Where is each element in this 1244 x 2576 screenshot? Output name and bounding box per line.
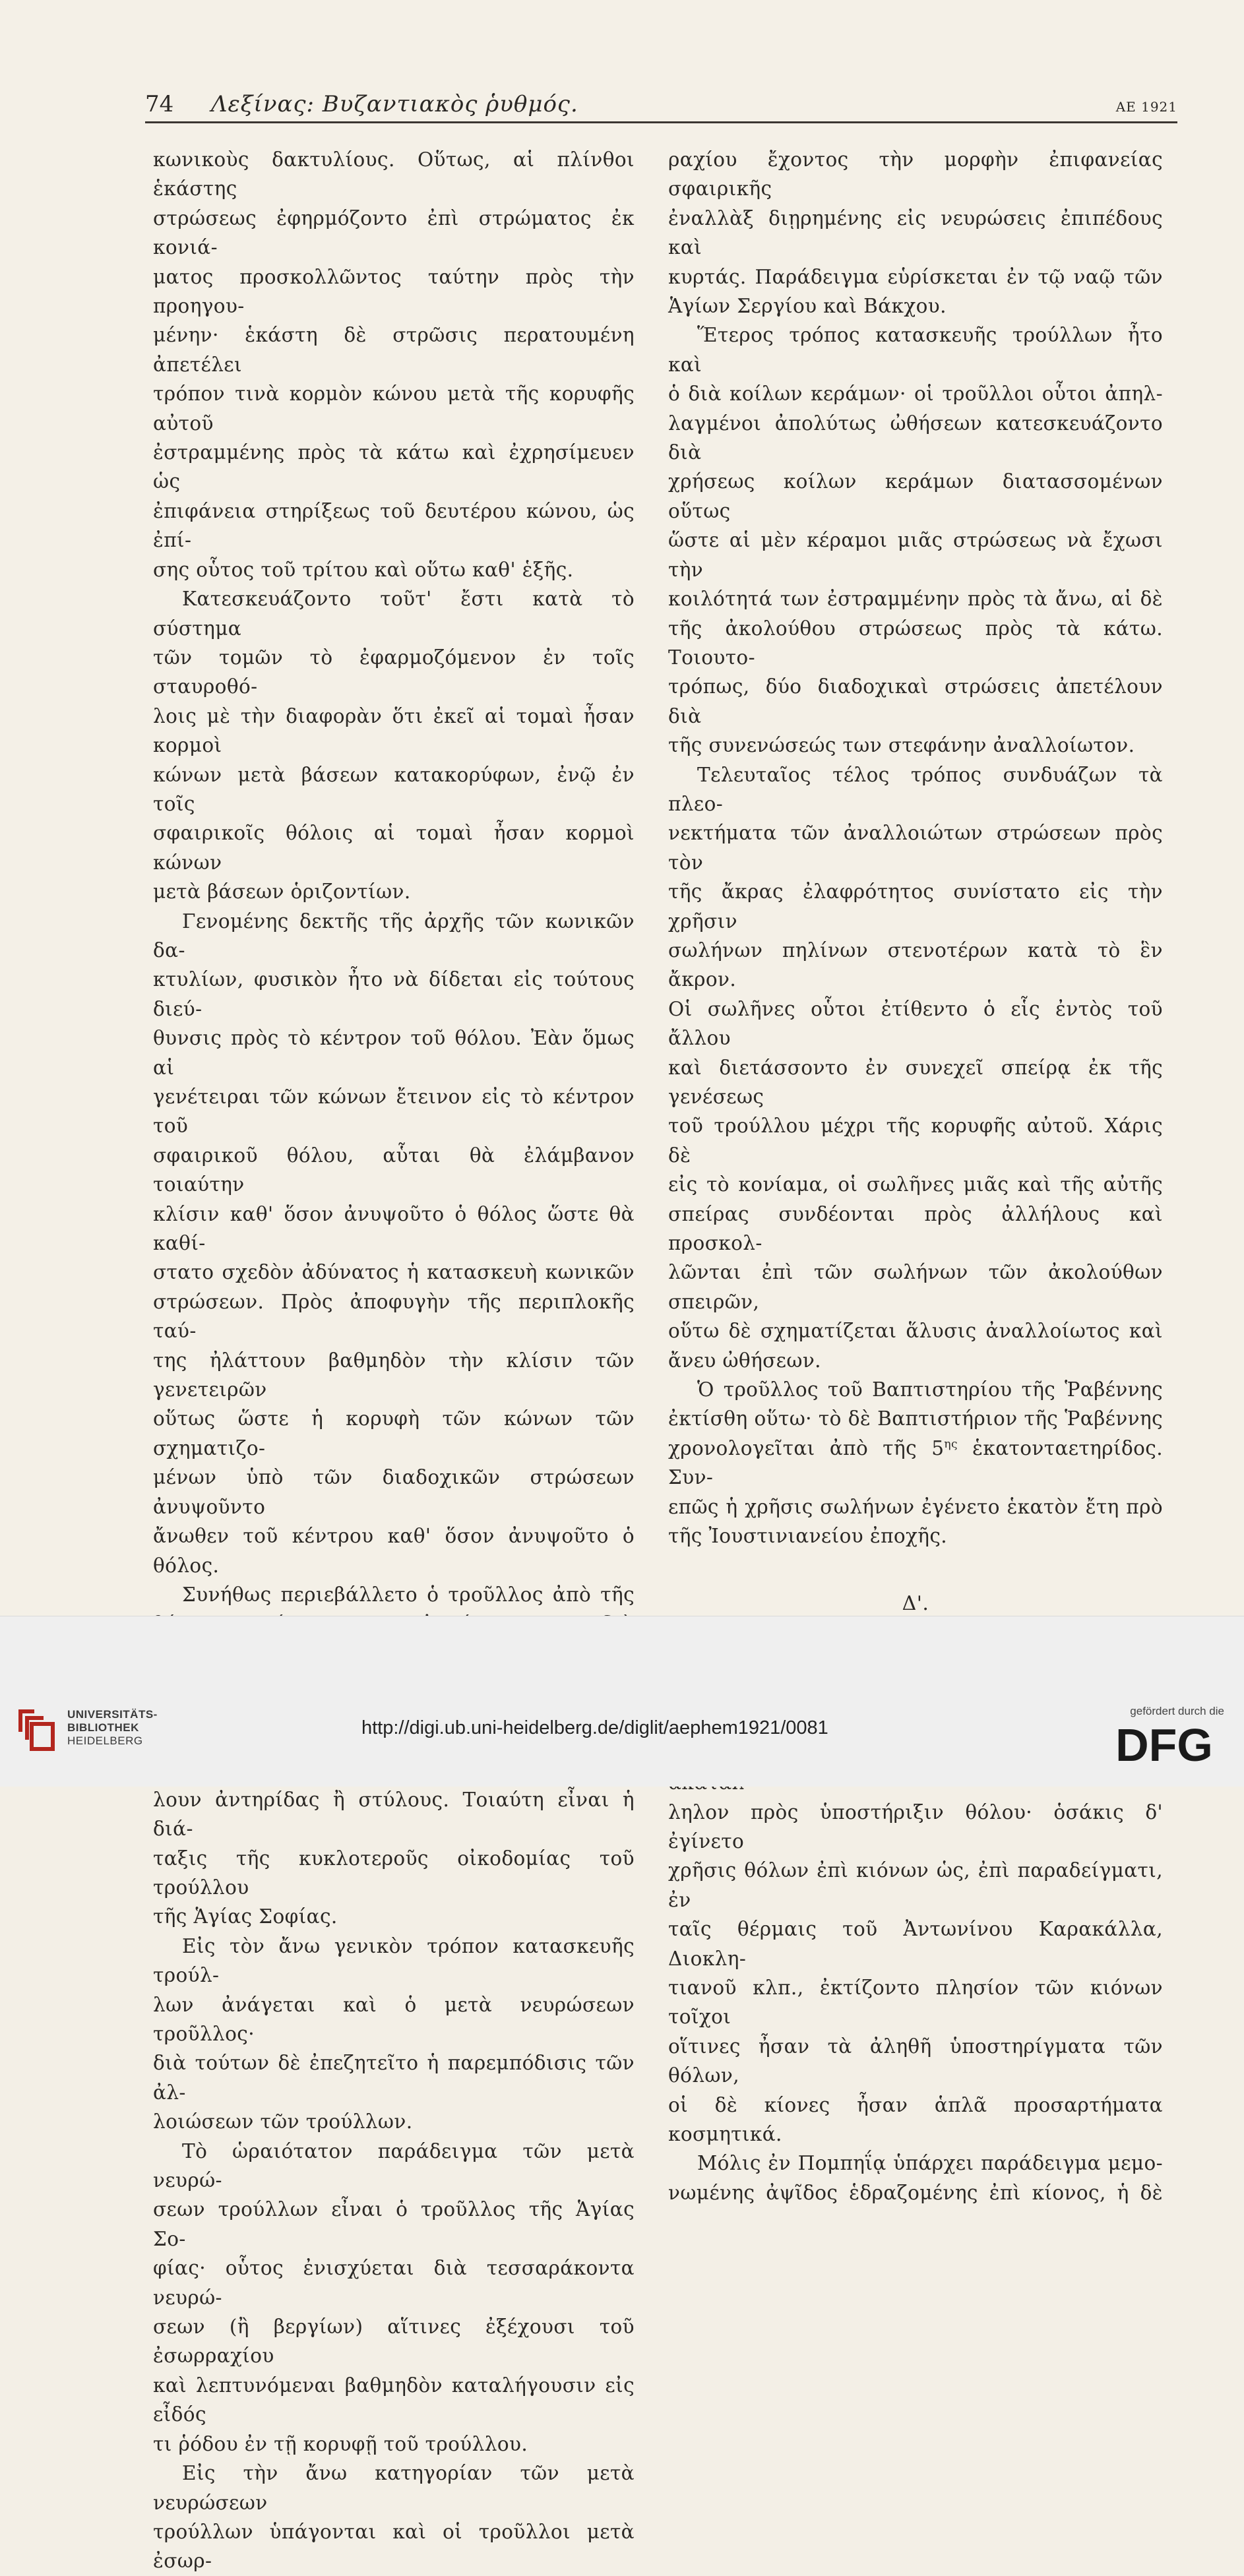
text-line: τῆς Ἁγίας Σοφίας. [153, 1905, 338, 1928]
text-line: σεων (ἢ βεργίων) αἵτινες ἐξέχουσι τοῦ ἐσωρραχίου [153, 2315, 635, 2368]
text-line: νωμένης ἀψῖδος ἑδραζομένης ἐπὶ κίονος, ἡ δὲ [668, 2181, 1163, 2204]
text-line: λουν ἀντηρίδας ἢ στύλους. Τοιαύτη εἶναι ἡ διά- [153, 1788, 635, 1841]
text-line: καὶ λεπτυνόμεναι βαθμηδὸν καταλήγουσιν εἰς εἶδός [153, 2374, 635, 2426]
text-line: χρήσεως κοίλων κεράμων διατασσομένων οὕτως [668, 470, 1163, 522]
running-header [145, 86, 1177, 125]
text-line: ἄνευ ὠθήσεων. [668, 1349, 821, 1372]
text-line: Μόλις ἐν Πομπηΐᾳ ὑπάρχει παράδειγμα μεμο- [697, 2152, 1163, 2175]
text-line: σφαιρικοῦ θόλου, αὗται θὰ ἐλάμβανον τοιαύτην [153, 1144, 635, 1196]
text-line: καὶ διετάσσοντο ἐν συνεχεῖ σπείρᾳ ἐκ τῆς γενέσεως [668, 1056, 1163, 1108]
page-number: 74 [145, 91, 174, 117]
text-line: οἵτινες ἦσαν τὰ ἀληθῆ ὑποστηρίγματα τῶν θόλων, [668, 2035, 1163, 2087]
text-line: ληλον πρὸς ὑποστήριξιν θόλου· ὁσάκις δ' ἐγίνετο [668, 1800, 1163, 1853]
journal-mark: ΑΕ 1921 [1115, 99, 1177, 115]
left-column [153, 145, 635, 2576]
text-line: σφαιρικοῖς θόλοις αἱ τομαὶ ἦσαν κορμοὶ κώνων [153, 822, 635, 874]
text-line: σεων τρούλλων εἶναι ὁ τροῦλλος τῆς Ἁγίας Σο- [153, 2198, 635, 2250]
text-line: επῶς ἡ χρῆσις σωλήνων ἐγένετο ἑκατὸν ἔτη πρὸ [668, 1495, 1163, 1518]
text-line: ἄνωθεν τοῦ κέντρου καθ' ὅσον ἀνυψοῦτο ὁ θόλος. [153, 1525, 635, 1577]
permalink-url[interactable]: http://digi.ub.uni-heidelberg.de/diglit/aephem1921/0081 [361, 1717, 828, 1738]
text-line: κυρτάς. Παράδειγμα εὑρίσκεται ἐν τῷ ναῷ τῶν [668, 265, 1163, 288]
text-line: λοιώσεων τῶν τρούλλων. [153, 2110, 413, 2133]
text-line: νεκτήματα τῶν ἀναλλοιώτων στρώσεων πρὸς τὸν [668, 822, 1163, 874]
text-line: Ἕτερος τρόπος κατασκευῆς τρούλλων ἦτο καὶ [668, 324, 1163, 376]
text-line: οὕτω δὲ σχηματίζεται ἅλυσις ἀναλλοίωτος καὶ [668, 1320, 1163, 1343]
funding-caption: gefördert durch die [1130, 1705, 1224, 1717]
text-line: θυνσις πρὸς τὸ κέντρον τοῦ θόλου. Ἐὰν ὅμως αἱ [153, 1027, 635, 1079]
text-line: σωλήνων πηλίνων στενοτέρων κατὰ τὸ ἓν ἄκρον. [668, 938, 1163, 991]
section-number: Δ'. [902, 1591, 929, 1615]
text-line: σπείρας συνδέονται πρὸς ἀλλήλους καὶ προσκολ- [668, 1202, 1163, 1255]
text-line: τιανοῦ κλπ., ἐκτίζοντο πλησίον τῶν κιόνων τοῖχοι [668, 1976, 1163, 2029]
university-library-logo-icon [15, 1705, 57, 1753]
text-line: ἐναλλὰξ διῃρημένης εἰς νευρώσεις ἐπιπέδους καὶ [668, 206, 1163, 259]
text-line: κωνικοὺς δακτυλίους. Οὕτως, αἱ πλίνθοι ἑκάστης [153, 148, 635, 200]
text-line: Κατεσκευάζοντο τοῦτ' ἔστι κατὰ τὸ σύστημα [153, 588, 635, 640]
text-line: λοις μὲ τὴν διαφορὰν ὅτι ἐκεῖ αἱ τομαὶ ἦσαν κορμοὶ [153, 704, 635, 757]
text-line: στρώσεων. Πρὸς ἀποφυγὴν τῆς περιπλοκῆς ταύ- [153, 1290, 635, 1343]
ordinal-superscript: ης [944, 1438, 958, 1452]
text-line: τῆς συνενώσεώς των στεφάνην ἀναλλοίωτον. [668, 734, 1135, 757]
right-column-text-b [668, 1492, 1163, 1551]
text-line: μετὰ βάσεων ὁριζοντίων. [153, 880, 411, 904]
text-line: Οἱ σωλῆνες οὗτοι ἐτίθεντο ὁ εἷς ἐντὸς τοῦ ἄλλου [668, 997, 1163, 1050]
text-line: οὕτως ὥστε ἡ κορυφὴ τῶν κώνων τῶν σχηματιζο- [153, 1407, 635, 1459]
text-line: Τελευταῖος τέλος τρόπος συνδυάζων τὰ πλεο- [668, 763, 1163, 815]
text-line: της ἠλάττουν βαθμηδὸν τὴν κλίσιν τῶν γενετειρῶν [153, 1349, 635, 1401]
text-line: τρόπως, δύο διαδοχικαὶ στρώσεις ἀπετέλουν διὰ [668, 675, 1163, 727]
text-line: διὰ τούτων δὲ ἐπεζητεῖτο ἡ παρεμπόδισις τῶν ἀλ- [153, 2052, 635, 2104]
text-line: κτυλίων, φυσικὸν ἦτο νὰ δίδεται εἰς τούτους διεύ- [153, 968, 635, 1020]
text-line: τῆς ἄκρας ἐλαφρότητος συνίστατο εἰς τὴν χρῆσιν [668, 880, 1163, 933]
text-line: σης οὗτος τοῦ τρίτου καὶ οὕτω καθ' ἑξῆς. [153, 558, 574, 581]
text-line: ραχίου ἔχοντος τὴν μορφὴν ἐπιφανείας σφαιρικῆς [668, 148, 1163, 200]
text-line: γενέτειραι τῶν κώνων ἔτεινον εἰς τὸ κέντρον τοῦ [153, 1086, 635, 1138]
text-line: λῶνται ἐπὶ τῶν σωλήνων τῶν ἀκολούθων σπειρῶν, [668, 1261, 1163, 1313]
text-line: Ὁ τροῦλλος τοῦ Βαπτιστηρίου τῆς Ῥαβέννης [697, 1378, 1163, 1401]
text-line: λων ἀνάγεται καὶ ὁ μετὰ νευρώσεων τροῦλλος· [153, 1993, 635, 2045]
text-line: στρώσεως ἐφηρμόζοντο ἐπὶ στρώματος ἐκ κονιά- [153, 206, 635, 259]
text-line: κώνων μετὰ βάσεων κατακορύφων, ἐνῷ ἐν τοῖς [153, 763, 635, 815]
text-line: Εἰς τὸν ἄνω γενικὸν τρόπον κατασκευῆς τρούλ- [153, 1934, 635, 1987]
text-line: τῆς ἀκολούθου στρώσεως πρὸς τὰ κάτω. Τοιουτο- [668, 617, 1163, 669]
text-line: ὁ διὰ κοίλων κεράμων· οἱ τροῦλλοι οὗτοι ἀπηλ- [668, 383, 1163, 406]
dfg-logo-text: DFG [1115, 1723, 1213, 1766]
text-line: τρόπον τινὰ κορμὸν κώνου μετὰ τῆς κορυφῆς αὐτοῦ [153, 383, 635, 435]
header-rule [145, 121, 1177, 123]
text-line: οἱ δὲ κίονες ἦσαν ἁπλᾶ προσαρτήματα κοσμητικά. [668, 2093, 1163, 2145]
text-line: ὥστε αἱ μὲν κέραμοι μιᾶς στρώσεως νὰ ἔχωσι τὴν [668, 529, 1163, 581]
text-line: τοῦ τρούλλου μέχρι τῆς κορυφῆς αὐτοῦ. Χάρις δὲ [668, 1115, 1163, 1167]
text-line: τρούλλων ὑπάγονται καὶ οἱ τροῦλλοι μετὰ ἐσωρ- [153, 2520, 635, 2573]
right-column-text-a [668, 145, 1163, 1434]
running-title: Λεξίνας: Βυζαντιακὸς ῥυθμός. [211, 91, 578, 117]
library-name: UNIVERSITÄTS- BIBLIOTHEK HEIDELBERG [67, 1708, 158, 1747]
digitization-footer [0, 1616, 1244, 1787]
text-line: Γενομένης δεκτῆς τῆς ἀρχῆς τῶν κωνικῶν δα- [153, 909, 635, 962]
text-line: εἰς τὸ κονίαμα, οἱ σωλῆνες μιᾶς καὶ τῆς αὐτῆς [668, 1173, 1163, 1196]
text-line: μένην· ἑκάστη δὲ στρῶσις περατουμένη ἀπετέλει [153, 324, 635, 376]
text-line: Τὸ ὡραιότατον παράδειγμα τῶν μετὰ νευρώ- [153, 2139, 635, 2192]
text-line: ταῖς θέρμαις τοῦ Ἀντωνίνου Καρακάλλα, Διοκλη- [668, 1918, 1163, 1970]
text-line: χρονολογεῖται ἀπὸ τῆς $5^{\eta\varsigma}$ ἑκατονταετηρίδος. Συν- [668, 1436, 1163, 1489]
text-line: τι ῥόδου ἐν τῇ κορυφῇ τοῦ τρούλλου. [153, 2432, 528, 2455]
text-line: τῆς Ἰουστινιανείου ἐποχῆς. [668, 1525, 948, 1548]
text-line: λαγμένοι ἀπολύτως ὠθήσεων κατεσκευάζοντο διὰ [668, 412, 1163, 464]
text-line: ἐκτίσθη οὕτω· τὸ δὲ Βαπτιστήριον τῆς Ῥαβέννης [668, 1407, 1163, 1430]
text-line: φίας· οὗτος ἐνισχύεται διὰ τεσσαράκοντα νευρώ- [153, 2257, 635, 2309]
text-line: κοιλότητά των ἐστραμμένην πρὸς τὰ ἄνω, αἱ δὲ [668, 588, 1163, 611]
text-line: μένων ὑπὸ τῶν διαδοχικῶν στρώσεων ἀνυψοῦντο [153, 1466, 635, 1518]
text-line: ταξις τῆς κυκλοτεροῦς οἰκοδομίας τοῦ τρούλλου [153, 1847, 635, 1899]
text-line: τῶν τομῶν τὸ ἐφαρμοζόμενον ἐν τοῖς σταυροθό- [153, 646, 635, 698]
text-line: Εἰς τὴν ἄνω κατηγορίαν τῶν μετὰ νευρώσεων [153, 2462, 635, 2514]
dfg-logo-icon [1104, 1723, 1224, 1766]
text-line: κλίσιν καθ' ὅσον ἀνυψοῦτο ὁ θόλος ὥστε θὰ καθί- [153, 1202, 635, 1255]
text-line: ματος προσκολλῶντος ταύτην πρὸς τὴν προηγου- [153, 265, 635, 318]
text-line: Ἁγίων Σεργίου καὶ Βάκχου. [668, 295, 947, 318]
text-line: χρῆσις θόλων ἐπὶ κιόνων ὡς, ἐπὶ παραδείγματι, ἐν [668, 1859, 1163, 1911]
text-line: ἐπιφάνεια στηρίξεως τοῦ δευτέρου κώνου, ὡς ἐπί- [153, 499, 635, 552]
text-line: ἐστραμμένης πρὸς τὰ κάτω καὶ ἐχρησίμευεν ὡς [153, 441, 635, 493]
right-column [668, 145, 1163, 2207]
text-line: Συνήθως περιεβάλλετο ὁ τροῦλλος ἀπὸ τῆς [182, 1583, 635, 1606]
text-line: στατο σχεδὸν ἀδύνατος ἡ κατασκευὴ κωνικῶν [153, 1261, 635, 1284]
